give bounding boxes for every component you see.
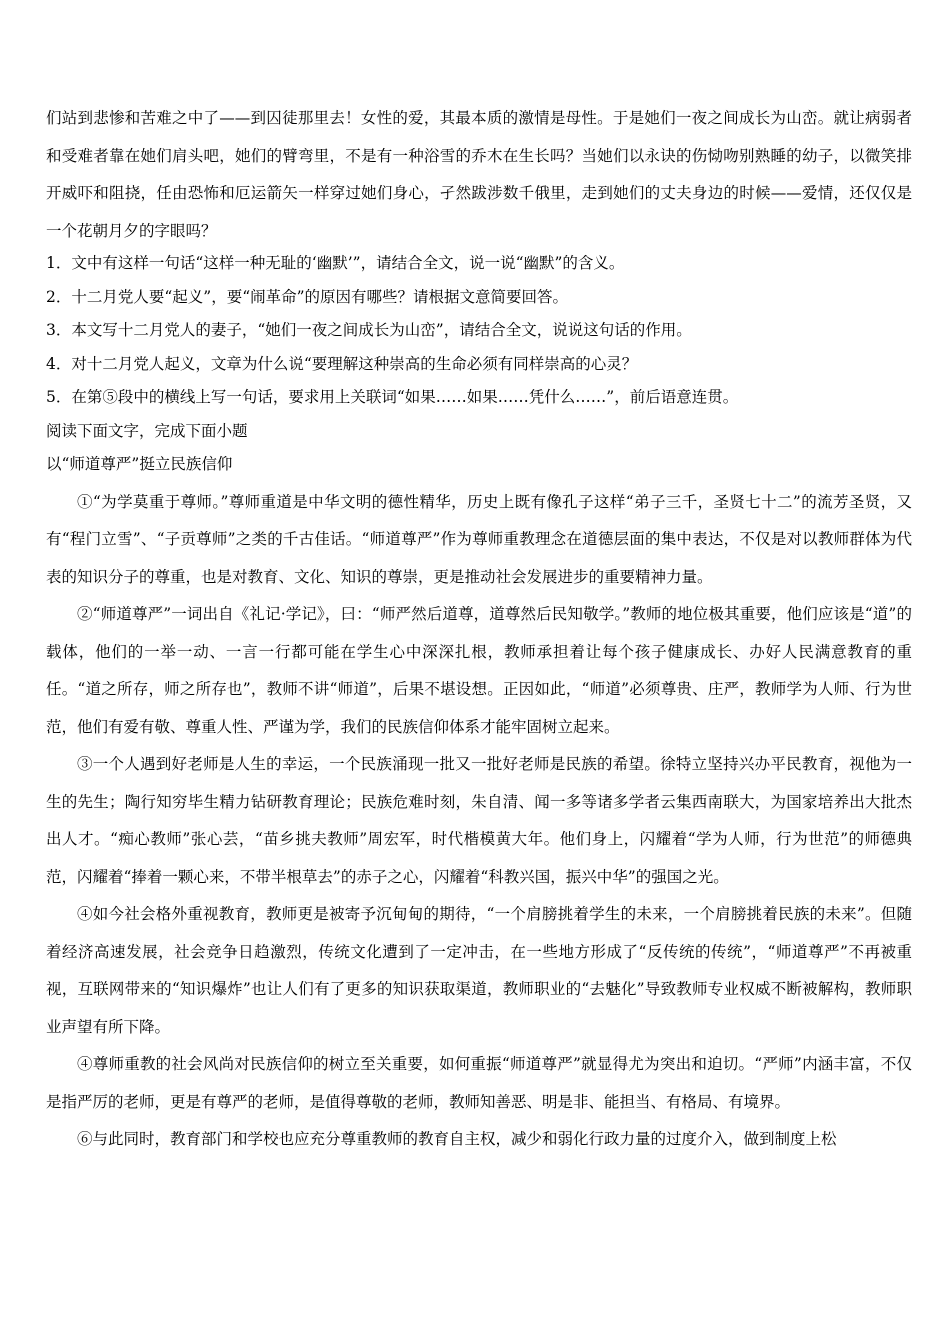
article-paragraph: ③一个人遇到好老师是人生的幸运，一个民族涌现一批又一批好老师是民族的希望。徐特立坚持兴办平民教育，视他为一生的先生；陶行知穷毕生精力钻研教育理论；民族危难时刻，朱自清、闻一多等诸多学者云集西南联大，为国家培养出大批杰出人才。“痴心教师”张心芸，“苗乡挑夫教师”周宏军，时代楷模黄大年。他们身上，闪耀着“学为人师，行为世范”的师德典范，闪耀着“捧着一颗心来，不带半根草去”的赤子之心，闪耀着“科教兴国，振兴中华”的强国之光。 (46, 755, 912, 886)
question-item: 2．十二月党人要“起义”，要“闹革命”的原因有哪些？请根据文意简要回答。 (46, 287, 569, 306)
article-paragraph: ④如今社会格外重视教育，教师更是被寄予沉甸甸的期待，“一个肩膀挑着学生的未来，一个肩膀挑着民族的未来”。但随着经济高速发展，社会竞争日趋激烈，传统文化遭到了一定冲击，在一些地方形成了“反传统的传统”，“师道尊严”不再被重视，互联网带来的“知识爆炸”也让人们有了更多的知识获取渠道，教师职业的“去魅化”导致教师专业权威不断被解构，教师职业声望有所下降。 (46, 905, 912, 1036)
section-heading: 阅读下面文字，完成下面小题 (46, 421, 248, 440)
document-body (46, 100, 912, 1159)
question-list (46, 247, 912, 415)
article-paragraph: ①“为学莫重于尊师。”尊师重道是中华文明的德性精华，历史上既有像孔子这样“弟子三千，圣贤七十二”的流芳圣贤，又有“程门立雪”、“子贡尊师”之类的千古佳话。“师道尊严”作为尊师重教理念在道德层面的集中表达，不仅是对以教师群体为代表的知识分子的尊重，也是对教育、文化、知识的尊崇，更是推动社会发展进步的重要精神力量。 (46, 492, 912, 586)
article-paragraph: ④尊师重教的社会风尚对民族信仰的树立至关重要，如何重振“师道尊严”就显得尤为突出和迫切。“严师”内涵丰富，不仅是指严厉的老师，更是有尊严的老师，是值得尊敬的老师，教师知善恶、明是非、能担当、有格局、有境界。 (46, 1055, 912, 1111)
intro-paragraph: 们站到悲惨和苦难之中了——到囚徒那里去！女性的爱，其最本质的激情是母性。于是她们一夜之间成长为山峦。就让病弱者和受难者靠在她们肩头吧，她们的臂弯里，不是有一种浴雪的乔木在生长吗？当她们以永诀的伤恸吻别熟睡的幼子，以微笑排开威吓和阻挠，任由恐怖和厄运箭矢一样穿过她们身心，孑然跋涉数千俄里，走到她们的丈夫身边的时候——爱情，还仅仅是一个花朝月夕的字眼吗？ (46, 109, 912, 240)
question-item: 4．对十二月党人起义，文章为什么说“要理解这种崇高的生命必须有同样崇高的心灵？ (46, 354, 638, 373)
article-title: 以“师道尊严”挺立民族信仰 (46, 455, 233, 473)
article-body (46, 484, 912, 1159)
question-item: 3．本文写十二月党人的妻子，“她们一夜之间成长为山峦”，请结合全文，说说这句话的作用。 (46, 321, 692, 339)
article-paragraph: ②“师道尊严”一词出自《礼记·学记》，曰：“师严然后道尊，道尊然后民知敬学。”教师的地位极其重要，他们应该是“道”的载体，他们的一举一动、一言一行都可能在学生心中深深扎根，教师承担着让每个孩子健康成长、办好人民满意教育的重任。“道之所存，师之所存也”，教师不讲“师道”，后果不堪设想。正因如此，“师道”必须尊贵、庄严，教师学为人师、行为世范，他们有爱有敬、尊重人性、严谨为学，我们的民族信仰体系才能牢固树立起来。 (46, 605, 912, 736)
question-item: 1．文中有这样一句话“这样一种无耻的‘幽默’”，请结合全文，说一说“幽默”的含义。 (46, 254, 625, 272)
question-item: 5．在第⑤段中的横线上写一句话，要求用上关联词“如果……如果……凭什么……”，前后语意连贯。 (46, 388, 739, 406)
article-paragraph: ⑥与此同时，教育部门和学校也应充分尊重教师的教育自主权，减少和弱化行政力量的过度介入，做到制度上松 (77, 1130, 837, 1148)
